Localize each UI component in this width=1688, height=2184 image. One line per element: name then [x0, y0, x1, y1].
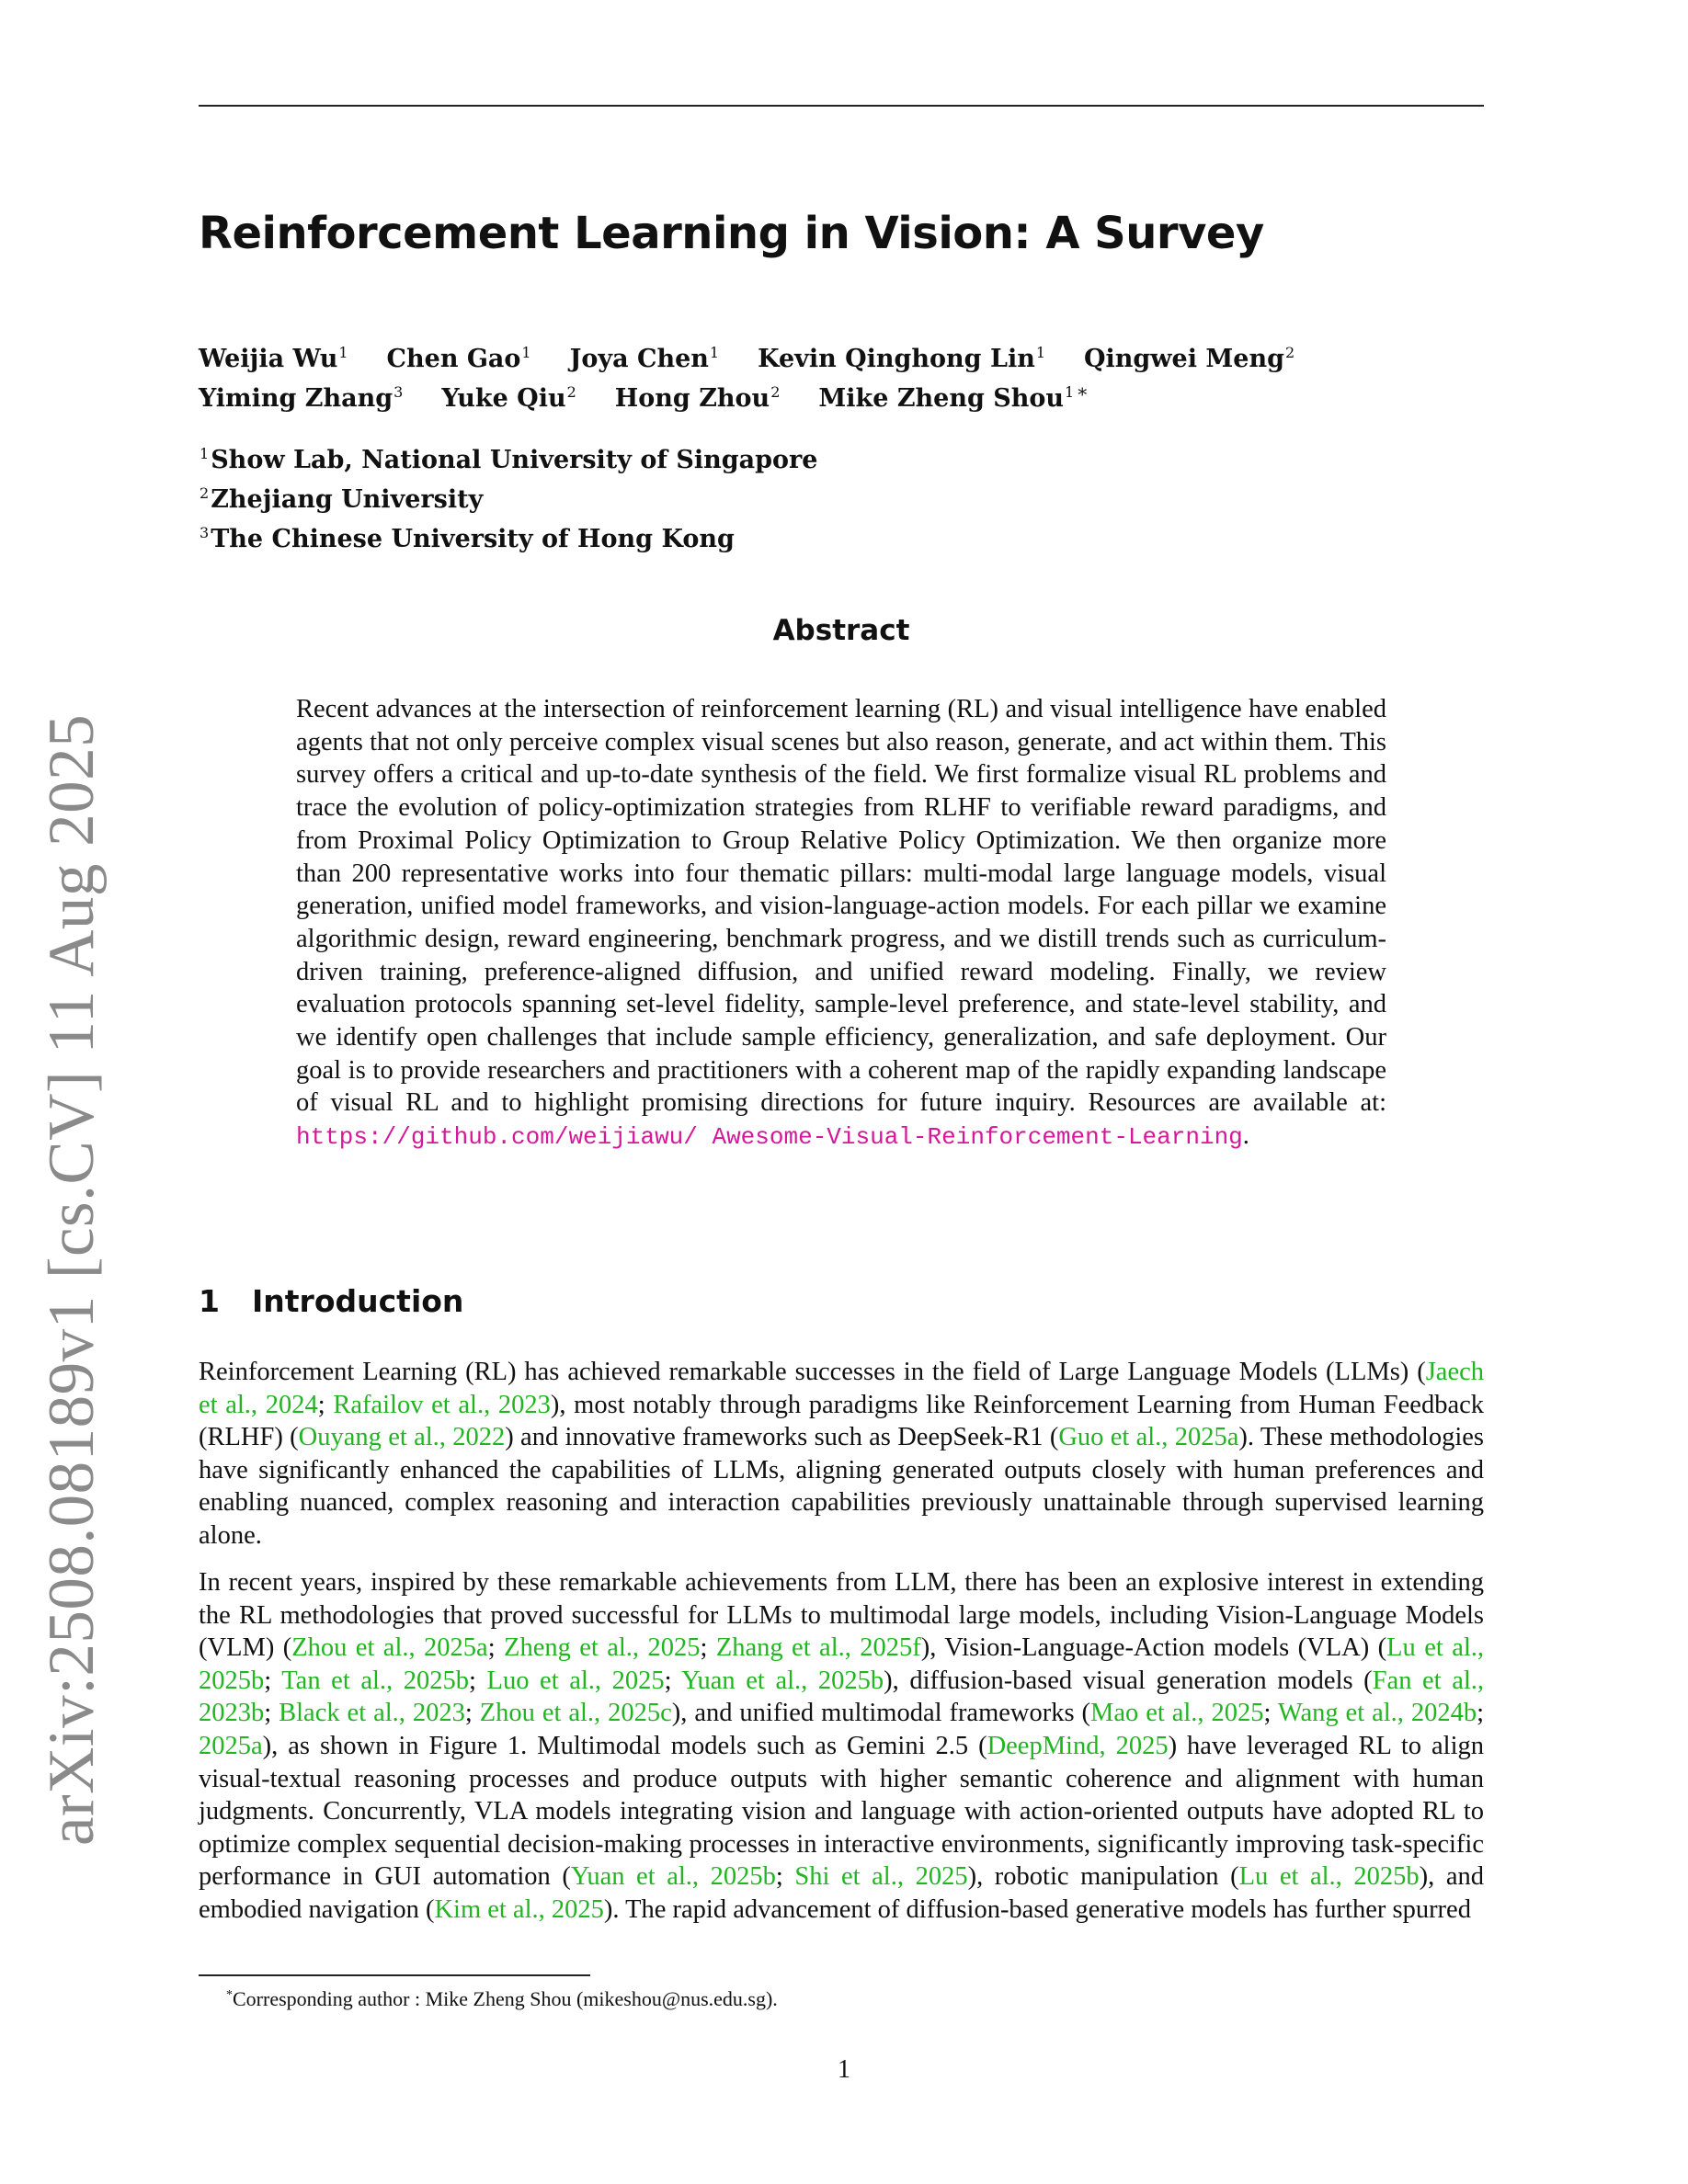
affiliation-marker: 1	[1065, 383, 1075, 401]
affiliation-marker: 1	[1035, 344, 1046, 361]
citation-link[interactable]: Luo et al., 2025	[486, 1666, 665, 1695]
corresponding-author-mark: *	[1078, 383, 1088, 405]
citation-link[interactable]: Kim et al., 2025	[434, 1894, 604, 1924]
footnote-mark: *	[226, 1988, 233, 2002]
citation-link[interactable]: Mao et al., 2025	[1090, 1699, 1264, 1728]
citation-link[interactable]: Black et al., 2023	[279, 1699, 465, 1728]
affiliation-marker: 2	[1284, 344, 1295, 361]
affiliation	[199, 477, 817, 517]
affiliation-name: Show Lab, National University of Singapore	[211, 446, 818, 474]
affiliation-marker: 3	[393, 383, 404, 401]
citation-link[interactable]: Zhang et al., 2025f	[715, 1633, 921, 1663]
affiliation-marker: 1	[709, 344, 720, 361]
footnote-text: Corresponding author : Mike Zheng Shou (mikeshou@nus.edu.sg).	[233, 1987, 778, 2010]
affiliation	[199, 517, 817, 556]
citation-link[interactable]: Shi et al., 2025	[794, 1862, 968, 1892]
top-rule	[199, 105, 1484, 107]
abstract-end: .	[1242, 1121, 1249, 1151]
section-title: Introduction	[252, 1283, 464, 1319]
citation-link[interactable]: Wang et al., 2024b	[1277, 1699, 1477, 1728]
page-number: 1	[838, 2055, 850, 2084]
section-heading-introduction	[199, 1283, 463, 1319]
author-name: Weijia Wu$^1$	[199, 344, 348, 373]
affiliation-marker: 2	[566, 383, 576, 401]
citation-link[interactable]: Yuan et al., 2025b	[681, 1666, 884, 1695]
author-name: Hong Zhou$^2$	[614, 383, 781, 413]
author-name: Chen Gao$^1$	[386, 344, 531, 373]
citation-link[interactable]: Tan et al., 2025b	[281, 1666, 470, 1695]
intro-paragraph-2: In recent years, inspired by these remarkable achievements from LLM, there has been an explosive interest in extending the RL methodologies that proved successful for LLMs to multimodal large models, including Vision-Language Models (VLM) (Zhou et al., 2025a; Zheng et al., 2025; Zhang et al., 2025f), Vision-Language-Action models (VLA) (Lu et al., 2025b; Tan et al., 2025b; Luo et al., 2025; Yuan et al., 2025b), diffusion-based visual generation models (Fan et al., 2023b; Black et al., 2023; Zhou et al., 2025c), and unified multimodal frameworks (Mao et al., 2025; Wang et al., 2024b; 2025a), as shown in Figure 1. Multimodal models such as Gemini 2.5 (DeepMind, 2025) have leveraged RL to align visual-textual reasoning processes and produce outputs with higher semantic coherence and alignment with human judgments. Concurrently, VLA models integrating vision and language with action-oriented outputs have adopted RL to optimize complex sequential decision-making processes in interactive environments, significantly improving task-specific performance in GUI automation (Yuan et al., 2025b; Shi et al., 2025), robotic manipulation (Lu et al., 2025b), and embodied navigation (Kim et al., 2025). The rapid advancement of diffusion-based generative models has further spurred	[199, 1568, 1485, 1924]
affiliation	[199, 438, 817, 477]
affiliation-marker: 1	[521, 344, 531, 361]
author-name: Yiming Zhang$^3$	[199, 383, 404, 413]
author-line-1	[199, 336, 1486, 376]
arxiv-identifier-stamp: arXiv:2508.08189v1 [cs.CV] 11 Aug 2025	[36, 713, 108, 1846]
citation-link[interactable]: Zhou et al., 2025a	[291, 1633, 488, 1663]
citation-link[interactable]: Fan et al., 2023b	[199, 1666, 1485, 1728]
affiliation-list	[199, 438, 817, 556]
paper-title: Reinforcement Learning in Vision: A Survey	[199, 208, 1264, 259]
citation-link[interactable]: DeepMind, 2025	[987, 1731, 1169, 1760]
affiliation-name: Zhejiang University	[211, 485, 484, 514]
footnote	[226, 1982, 778, 2013]
affiliation-number: 2	[200, 484, 210, 502]
footnote-rule	[199, 1974, 590, 1976]
affiliation-marker: 1	[338, 344, 348, 361]
affiliation-name: The Chinese University of Hong Kong	[211, 525, 735, 553]
citation-link[interactable]: Jaech et al., 2024	[199, 1358, 1484, 1419]
citation-link[interactable]: Zhou et al., 2025c	[479, 1699, 672, 1728]
intro-paragraph-1: Reinforcement Learning (RL) has achieved remarkable successes in the field of Large Language Models (LLMs) (Jaech et al., 2024; Rafailov et al., 2023), most notably through paradigms like Reinforcement Learning from Human Feedback (RLHF) (Ouyang et al., 2022) and innovative frameworks such as DeepSeek-R1 (Guo et al., 2025a). These methodologies have significantly enhanced the capabilities of LLMs, aligning generated outputs closely with human preferences and enabling nuanced, complex reasoning and interaction capabilities previously unattainable through supervised learning alone.	[199, 1358, 1485, 1550]
author-name: Kevin Qinghong Lin$^1$	[758, 344, 1046, 373]
citation-link[interactable]: Zheng et al., 2025	[504, 1633, 701, 1663]
affiliation-number: 1	[200, 445, 210, 462]
affiliation-marker: 2	[770, 383, 781, 401]
author-name: Joya Chen$^1$	[569, 344, 720, 373]
abstract-text	[296, 693, 1386, 1155]
citation-link[interactable]: Guo et al., 2025a	[1058, 1423, 1239, 1452]
affiliation-number: 3	[200, 524, 210, 541]
author-line-2	[199, 376, 1486, 415]
citation-link[interactable]: Lu et al., 2025b	[199, 1633, 1485, 1695]
citation-link[interactable]: Rafailov et al., 2023	[333, 1390, 551, 1419]
citation-link[interactable]: Yuan et al., 2025b	[570, 1862, 776, 1892]
abstract-body: Recent advances at the intersection of reinforcement learning (RL) and visual intelligence have enabled agents that not only perceive complex visual scenes but also reason, generate, and act within them. This survey offers a critical and up-to-date synthesis of the field. We first formalize visual RL problems and trace the evolution of policy-optimization strategies from RLHF to verifiable reward paradigms, and from Proximal Policy Optimization to Group Relative Policy Optimization. We then organize more than 200 representative works into four thematic pillars: multi-modal large language models, visual generation, unified model frameworks, and vision-language-action models. For each pillar we examine algorithmic design, reward engineering, benchmark progress, and we distill trends such as curriculum-driven training, preference-aligned diffusion, and unified reward modeling. Finally, we review evaluation protocols spanning set-level fidelity, sample-level preference, and state-level stability, and we identify open challenges that include sample efficiency, generalization, and safe deployment. Our goal is to provide researchers and practitioners with a coherent map of the rapidly expanding landscape of visual RL and to highlight promising directions for future inquiry. Resources are available at:	[296, 695, 1386, 1118]
abstract-heading: Abstract	[772, 614, 910, 647]
citation-link[interactable]: Lu et al., 2025b	[1238, 1862, 1420, 1892]
resources-link[interactable]: https://github.com/weijiawu/ Awesome-Visual-Reinforcement-Learning	[296, 1123, 1243, 1152]
section-number: 1	[199, 1283, 220, 1319]
author-name: Qingwei Meng$^2$	[1084, 344, 1295, 373]
citation-link[interactable]: 2025a	[199, 1731, 263, 1760]
author-name: Mike Zheng Shou$^1$ *	[818, 383, 1088, 413]
citation-link[interactable]: Ouyang et al., 2022	[298, 1423, 506, 1452]
author-list	[199, 336, 1486, 415]
author-name: Yuke Qiu$^2$	[441, 383, 576, 413]
